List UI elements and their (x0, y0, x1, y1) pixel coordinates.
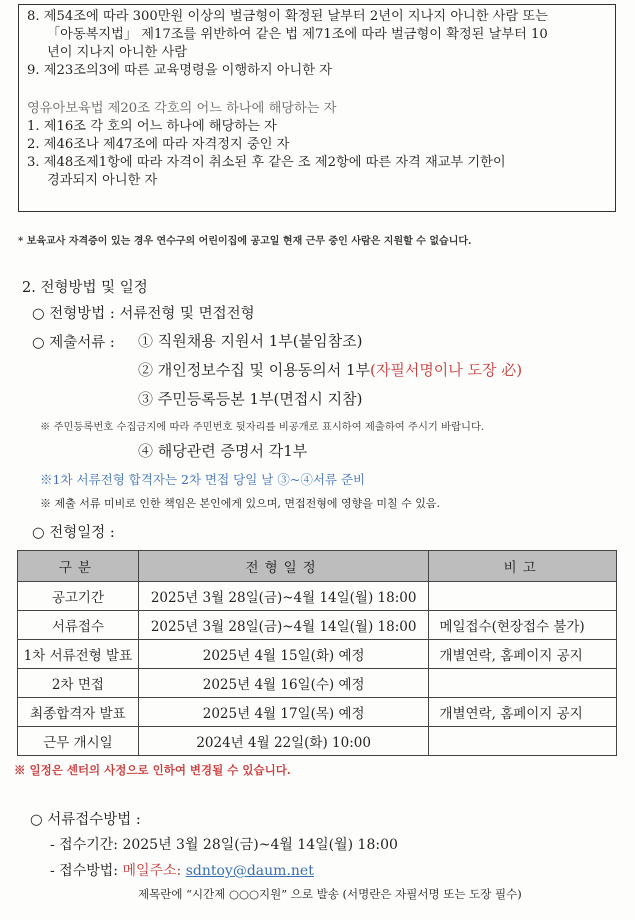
cell-remarks (429, 669, 617, 698)
table-row (18, 669, 617, 698)
receipt-method (50, 860, 314, 880)
receipt-subject-note: 제목란에 “시간제 ○○○지원” 으로 발송 (서명란은 자필서명 또는 도장 필수) (138, 887, 522, 901)
cell-remarks (429, 582, 617, 611)
method-line: ○ 전형방법 : 서류전형 및 면접전형 (32, 306, 255, 322)
cell-remarks: 메일접수(현장접수 불가) (429, 611, 617, 640)
doc-item-2-text: ② 개인정보수집 및 이용동의서 1부 (138, 361, 370, 379)
note-qualification: * 보육교사 자격증이 있는 경우 연수구의 어린이집에 공고일 현재 근무 중인 사람은 지원할 수 없습니다. (18, 236, 472, 247)
box-line: 1. 제16조 각 호의 어느 하나에 해당하는 자 (27, 119, 277, 134)
cell-remarks: 개별연락, 홈페이지 공지 (429, 640, 617, 669)
cell-schedule: 2025년 3월 28일(금)~4월 14일(월) 18:00 (138, 582, 429, 611)
cell-schedule: 2025년 3월 28일(금)~4월 14일(월) 18:00 (138, 611, 429, 640)
doc-item-2-required: (자필서명이나 도장 必) (370, 361, 523, 379)
cell-category: 2차 면접 (18, 669, 139, 698)
doc-item-1: ① 직원채용 지원서 1부(붙임참조) (138, 332, 363, 350)
cell-schedule: 2025년 4월 17일(목) 예정 (138, 698, 429, 727)
cell-category: 최종합격자 발표 (18, 698, 139, 727)
header-remarks: 비고 (429, 551, 617, 582)
table-row (18, 698, 617, 727)
receipt-email-label: 메일주소: (122, 863, 186, 879)
cell-remarks: 개별연락, 홈페이지 공지 (429, 698, 617, 727)
email-link[interactable]: sdntoy@daum.net (185, 863, 314, 879)
table-row (18, 727, 617, 756)
schedule-label: ○ 전형일정 : (32, 525, 115, 541)
cell-schedule: 2024년 4월 22일(화) 10:00 (138, 727, 429, 756)
note-schedule-change: ※ 일정은 센터의 사정으로 인하여 변경될 수 있습니다. (14, 763, 291, 777)
doc-item-2 (138, 359, 522, 380)
header-schedule: 전형일정 (138, 551, 429, 582)
note-id-number: ※ 주민등록번호 수집금지에 따라 주민번호 뒷자리를 비공개로 표시하여 제출하여 주시기 바랍니다. (40, 421, 485, 433)
doc-item-4: ④ 해당관련 증명서 각1부 (138, 442, 308, 460)
box-line: 2. 제46조나 제47조에 따라 자격정지 중인 자 (27, 137, 290, 152)
cell-category: 서류접수 (18, 611, 139, 640)
box-line: 3. 제48조제1항에 따라 자격이 취소된 후 같은 조 제2항에 따른 자격 재교부 기한이 (27, 155, 506, 170)
schedule-table (17, 550, 617, 756)
receipt-period: - 접수기간: 2025년 3월 28일(금)~4월 14일(월) 18:00 (50, 837, 398, 853)
box-line: 경과되지 아니한 자 (47, 173, 158, 188)
box-line: 8. 제54조에 따라 300만원 이상의 벌금형이 확정된 날부터 2년이 지나지 아니한 사람 또는 (27, 9, 548, 24)
cell-remarks (429, 727, 617, 756)
box-line: 년이 지나지 아니한 사람 (47, 45, 187, 60)
table-row (18, 640, 617, 669)
cell-category: 1차 서류전형 발표 (18, 640, 139, 669)
box-line: 「아동복지법」 제17조를 위반하여 같은 법 제71조에 따라 벌금형이 확정된 날부터 10 (47, 27, 548, 42)
cell-schedule: 2025년 4월 15일(화) 예정 (138, 640, 429, 669)
table-header-row (18, 551, 617, 582)
eligibility-box (18, 4, 616, 212)
cell-category: 공고기간 (18, 582, 139, 611)
cell-category: 근무 개시일 (18, 727, 139, 756)
header-category: 구분 (18, 551, 139, 582)
note-interview-docs: ※1차 서류전형 합격자는 2차 면접 당일 날 ③~④서류 준비 (40, 472, 366, 487)
section-title: 2. 전형방법 및 일정 (22, 280, 148, 296)
note-responsibility: ※ 제출 서류 미비로 인한 책임은 본인에게 있으며, 면접전형에 영향을 미칠 수 있음. (40, 497, 440, 510)
box-subheading: 영유아보육법 제20조 각호의 어느 하나에 해당하는 자 (27, 101, 337, 116)
box-line: 9. 제23조의3에 따른 교육명령을 이행하지 아니한 자 (27, 63, 332, 78)
table-row (18, 611, 617, 640)
docs-label: ○ 제출서류 : (32, 335, 115, 351)
cell-schedule: 2025년 4월 16일(수) 예정 (138, 669, 429, 698)
table-row (18, 582, 617, 611)
receipt-method-label: - 접수방법: (50, 863, 123, 879)
receipt-title: ○ 서류접수방법 : (30, 812, 141, 828)
doc-item-3: ③ 주민등록등본 1부(면접시 지참) (138, 390, 363, 408)
